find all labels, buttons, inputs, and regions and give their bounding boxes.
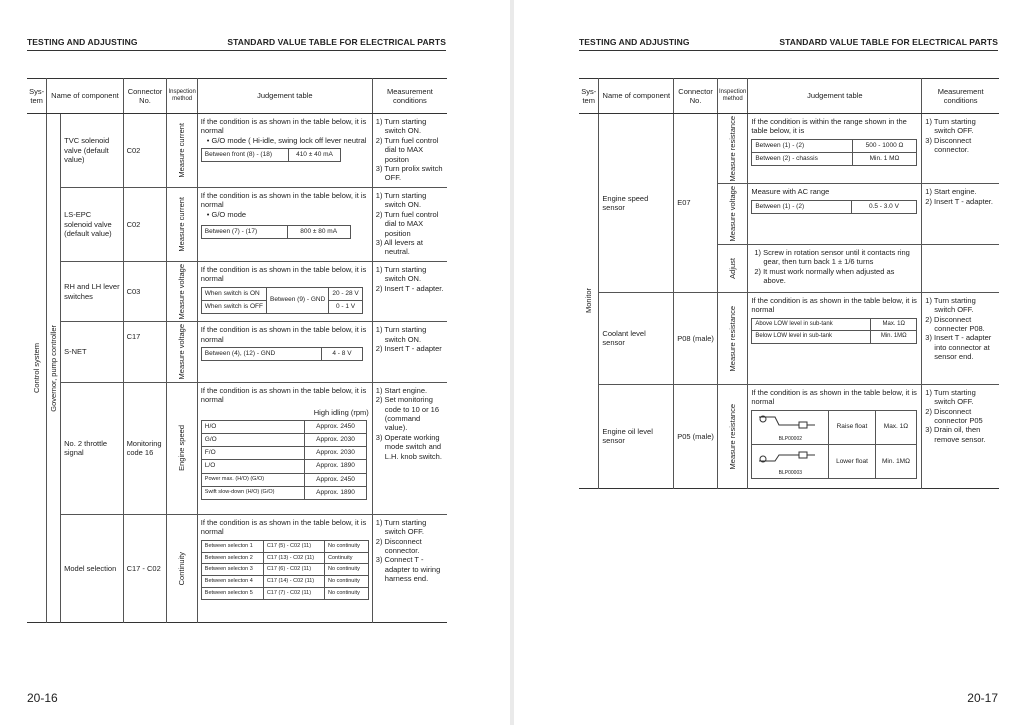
col-connector: Connector No. [123, 79, 167, 114]
conditions-cell: 1) Start engine. 2) Set monitoring code to 10 or 16 (command value). 3) Operate working mode switch and L.H. knob switch. [372, 382, 447, 514]
connector-no: C17 [123, 322, 167, 382]
connector-no: C02 [123, 114, 167, 188]
header-right: STANDARD VALUE TABLE FOR ELECTRICAL PARTS [227, 37, 446, 47]
component-name: Coolant level sensor [599, 292, 674, 384]
system-cell: Control system [31, 342, 41, 393]
col-conditions: Measurement conditions [372, 79, 447, 114]
table-row [579, 114, 999, 184]
header-left: TESTING AND ADJUSTING [579, 37, 690, 47]
method-cell: Measure resistance [717, 292, 747, 384]
table-row [27, 322, 447, 382]
table-row [27, 262, 447, 322]
conditions-cell: 1) Turn starting switch OFF. 2) Disconnect connector. 3) Connect T - adapter to wiring harness end. [372, 514, 447, 622]
float-sensor-icon [755, 413, 821, 433]
page-number: 20-16 [27, 691, 58, 705]
table-row [27, 188, 447, 262]
col-system: Sys-tem [579, 79, 599, 114]
standard-value-table-left [27, 78, 447, 623]
col-judgement: Judgement table [748, 79, 922, 114]
judgement-cell: If the condition is as shown in the table below, it is normal • G/O mode ( Hi-idle, swing lock off lever neutral Between front (8) - (18) 410 ± 40 mA [197, 114, 372, 188]
oil-sensor-lower-figure: BLP00003 [752, 445, 829, 479]
component-name: Model selection [61, 514, 123, 622]
component-name: RH and LH lever switches [61, 262, 123, 322]
method-cell: Measure resistance [717, 384, 747, 488]
col-method: Inspection method [167, 79, 197, 114]
conditions-cell: 1) Start engine. 2) Insert T - adapter. [922, 184, 999, 244]
judgement-cell: If the condition is as shown in the table below, it is normal BLP00002 Raise float Max. 1Ω BLP00003 Lower float Min. 1MΩ [748, 384, 922, 488]
col-name: Name of component [599, 79, 674, 114]
page-right [514, 0, 1024, 725]
conditions-cell: 1) Turn starting switch ON. 2) Turn fuel control dial to MAX positon 3) Turn prolix switch OFF. [372, 114, 447, 188]
component-name: TVC solenoid valve (default value) [61, 114, 123, 188]
conditions-cell: 1) Turn starting switch OFF. 2) Disconnect connecter P08. 3) Insert T - adapter into connector at sensor end. [922, 292, 999, 384]
conditions-cell: 1) Turn starting switch ON. 2) Insert T - adapter [372, 322, 447, 382]
judgement-cell: If the condition is as shown in the table below, it is normal Between selecton 1 C17 (5) - C02 (11) No continuity Between selecton 2 C17 (13) - C02 (11) Continuity Between selecton 3 C17 (6) - C02 (11) No continuity Between selecton 4 C17 (14) - C02 (11) No continuity Between selecton 5 C17 (7) - C02 (11) No continuity [197, 514, 372, 622]
col-judgement: Judgement table [197, 79, 372, 114]
col-conditions: Measurement conditions [922, 79, 999, 114]
table-row [579, 384, 999, 488]
page-header [579, 36, 998, 51]
col-connector: Connector No. [674, 79, 718, 114]
method-cell: Measure voltage [167, 262, 197, 322]
judgement-cell: 1) Screw in rotation sensor until it contacts ring gear, then turn back 1 ± 1/6 turns 2) It must work normally when adjusted as above. [748, 244, 922, 292]
conditions-cell: 1) Turn starting switch OFF. 3) Disconnect connector. [922, 114, 999, 184]
component-name: No. 2 throttle signal [61, 382, 123, 514]
page-left [0, 0, 510, 725]
connector-no: P08 (male) [674, 292, 718, 384]
method-cell: Continuity [167, 514, 197, 622]
system-cell: Monitor [584, 288, 594, 314]
connector-no: E07 [674, 114, 718, 293]
method-cell: Measure current [167, 114, 197, 188]
method-cell: Measure current [167, 188, 197, 262]
component-name: Engine oil level sensor [599, 384, 674, 488]
judgement-cell: If the condition is as shown in the table below, it is normal High idling (rpm) H/O Approx. 2450 G/O Approx. 2030 F/O Approx. 2030 L/O Approx. 1890 Power max. (H/O) (G/O) Approx. 2450 Swift slow-down (H/O) (G/O) Approx. 1890 [197, 382, 372, 514]
conditions-cell [922, 244, 999, 292]
page-number: 20-17 [967, 691, 998, 705]
table-row [27, 382, 447, 514]
connector-no: C02 [123, 188, 167, 262]
header-right: STANDARD VALUE TABLE FOR ELECTRICAL PARTS [779, 37, 998, 47]
method-cell: Measure voltage [167, 322, 197, 382]
table-row [27, 514, 447, 622]
method-cell: Engine speed [167, 382, 197, 514]
judgement-cell: Measure with AC range Between (1) - (2) 0.5 - 3.0 V [748, 184, 922, 244]
col-system: Sys-tem [27, 79, 47, 114]
standard-value-table-right [579, 78, 999, 489]
conditions-cell: 1) Turn starting switch OFF. 2) Disconnect connector P05 3) Drain oil, then remove sensor. [922, 384, 999, 488]
method-cell: Measure resistance [717, 114, 747, 184]
judgement-cell: If the condition is as shown in the table below, it is normal When switch is ON Between (9) - GND 20 - 28 V When switch is OFF 0 - 1 V [197, 262, 372, 322]
col-method: Inspection method [717, 79, 747, 114]
col-name: Name of component [47, 79, 123, 114]
component-name: Engine speed sensor [599, 114, 674, 293]
header-left: TESTING AND ADJUSTING [27, 37, 138, 47]
page-header [27, 36, 446, 51]
subsystem-cell: Governor, pump controller [47, 114, 61, 623]
connector-no: Monitoring code 16 [123, 382, 167, 514]
oil-sensor-raise-figure: BLP00002 [752, 410, 829, 444]
conditions-cell: 1) Turn starting switch ON. 2) Turn fuel control dial to MAX position 3) All levers at neutral. [372, 188, 447, 262]
judgement-cell: If the condition is as shown in the table below, it is normal • G/O mode Between (7) - (17) 800 ± 80 mA [197, 188, 372, 262]
connector-no: C03 [123, 262, 167, 322]
connector-no: C17 - C02 [123, 514, 167, 622]
component-name: S-NET [61, 322, 123, 382]
conditions-cell: 1) Turn starting switch ON. 2) Insert T - adapter. [372, 262, 447, 322]
table-row [579, 292, 999, 384]
judgement-cell: If the condition is as shown in the table below, it is normal Between (4), (12) - GND 4 - 8 V [197, 322, 372, 382]
judgement-cell: If the condition is as shown in the table below, it is normal Above LOW level in sub-tank Max. 1Ω Below LOW level in sub-tank Min. 1MΩ [748, 292, 922, 384]
float-sensor-icon [755, 447, 821, 467]
method-cell: Measure voltage [717, 184, 747, 244]
method-cell: Adjust [717, 244, 747, 292]
judgement-cell: If the condition is within the range shown in the table below, it is Between (1) - (2) 500 - 1000 Ω Between (2) - chassis Min. 1 MΩ [748, 114, 922, 184]
component-name: LS-EPC solenoid valve (default value) [61, 188, 123, 262]
connector-no: P05 (male) [674, 384, 718, 488]
table-row [27, 114, 447, 188]
